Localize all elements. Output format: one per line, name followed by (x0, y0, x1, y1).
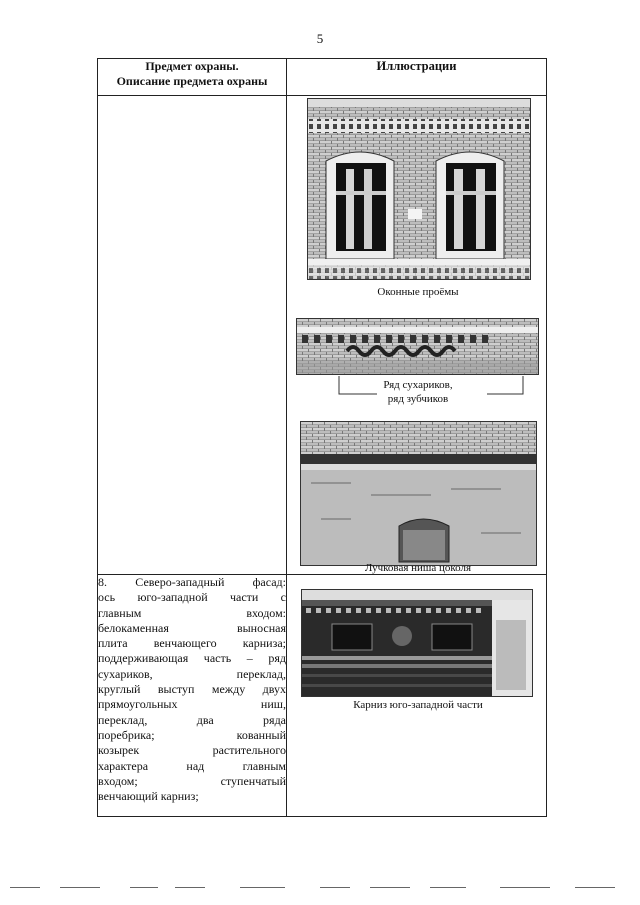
item8-line: переклад, два ряда (98, 712, 286, 727)
item8-description (98, 575, 287, 817)
table-header-row (98, 59, 547, 96)
table-row (98, 96, 547, 575)
item8-line: белокаменная выносная (98, 620, 286, 635)
caption-plinth-niche: Лучковая ниша цоколя (364, 562, 472, 574)
item8-line: 8. Северо-западный фасад: (98, 575, 286, 589)
scan-edge-noise (0, 886, 640, 890)
photo-crackers-row (296, 318, 539, 375)
item8-line: ось юго-западной части с (98, 590, 286, 605)
caption-crackers-row: Ряд сухариков, (383, 379, 453, 391)
header-illustrations: Иллюстрации (287, 59, 547, 96)
item8-line: главным входом: (98, 605, 286, 620)
item8-line: венчающий карниз; (98, 789, 199, 804)
photo-plinth-niche (300, 421, 537, 566)
table-row (98, 575, 547, 817)
item8-line: плита венчающего карниза; (98, 636, 286, 651)
page-number: 5 (316, 31, 324, 46)
protection-subject-table (97, 58, 547, 817)
description-cell-empty (98, 96, 287, 575)
item8-line: характера над главным (98, 758, 286, 773)
photo-window-openings (307, 98, 531, 280)
illustrations-cell (287, 575, 547, 817)
item8-line: козырек растительного (98, 743, 286, 758)
header-subject-line2: Описание предмета охраны (116, 74, 268, 88)
photo-southwest-cornice (301, 589, 533, 697)
illustrations-cell (287, 96, 547, 575)
header-subject (98, 59, 287, 96)
item8-line: круглый выступ между двух (98, 682, 286, 697)
item8-line: входом; ступенчатый (98, 773, 286, 788)
item8-line: сухариков, переклад, (98, 666, 286, 681)
item8-line: поддерживающая часть – ряд (98, 651, 286, 666)
caption-southwest-cornice: Карниз юго-западной части (353, 699, 483, 711)
header-subject-line1: Предмет охраны. (145, 59, 239, 73)
item8-line: прямоугольных ниш, (98, 697, 286, 712)
caption-dentils-row: ряд зубчиков (387, 393, 449, 405)
caption-window-openings: Оконные проёмы (377, 286, 459, 298)
item8-line: поребрика; кованный (98, 727, 286, 742)
